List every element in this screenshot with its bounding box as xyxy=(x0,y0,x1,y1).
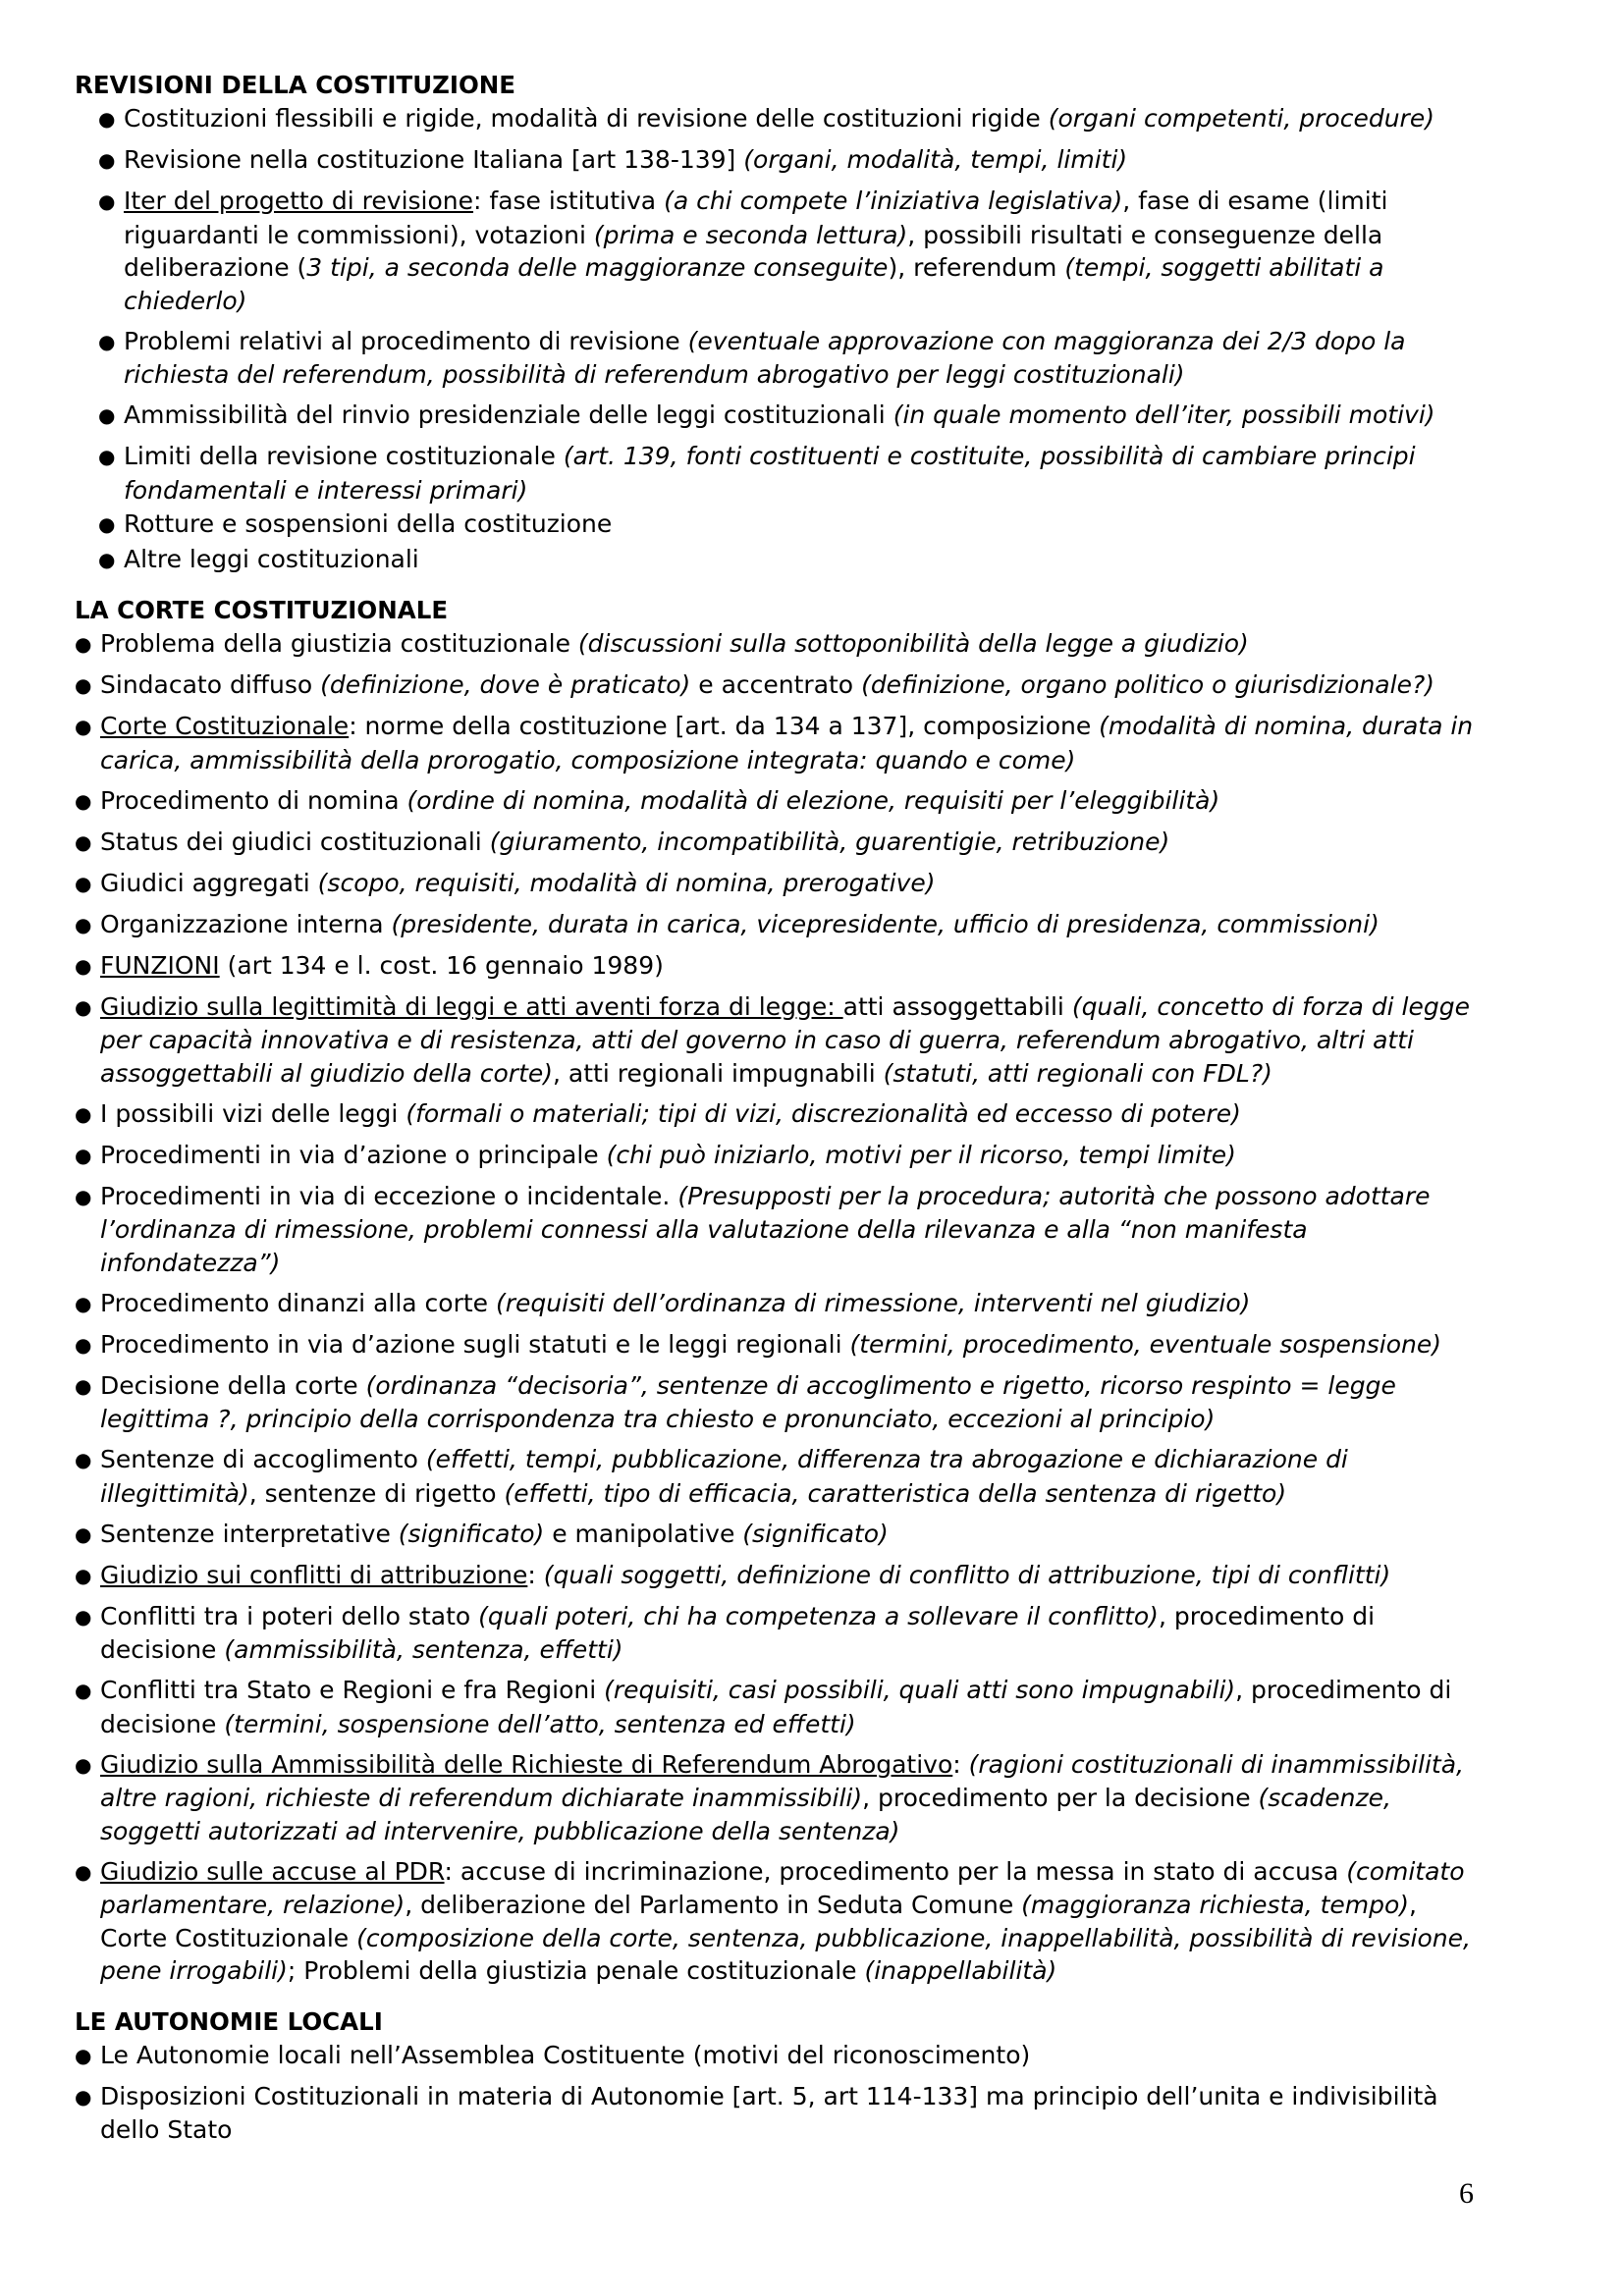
section-heading: LE AUTONOMIE LOCALI xyxy=(75,2006,383,2036)
bullet-icon: ● xyxy=(75,953,92,978)
detail-text: (termini, sospensione dell’atto, sentenza ed effetti) xyxy=(224,1709,856,1738)
detail-text: (prima e seconda lettura) xyxy=(593,220,908,249)
item-text: Problemi relativi al procedimento di revisione xyxy=(124,326,688,355)
bullet-icon: ● xyxy=(98,547,116,571)
list-item xyxy=(75,325,1488,392)
item-text: Ammissibilità del rinvio presidenziale delle leggi costituzionali xyxy=(124,400,893,429)
detail-text: (discussioni sulla sottoponibilità della legge a giudizio) xyxy=(577,629,1249,658)
detail-text: (comitato parlamentare, relazione) xyxy=(100,1856,1465,1919)
bullet-icon: ● xyxy=(75,2084,92,2109)
bullet-icon: ● xyxy=(75,715,92,738)
item-text: Revisione nella costituzione Italiana [art 138-139] xyxy=(124,145,744,174)
topic-heading-text: Giudizio sulla legittimità di leggi e atti aventi forza di legge: xyxy=(100,991,843,1021)
list-item xyxy=(75,1287,1488,1321)
list-item xyxy=(75,990,1488,1091)
detail-text: (presidente, durata in carica, vicepresidente, ufficio di presidenza, commissioni) xyxy=(391,909,1380,938)
detail-text: (giuramento, incompatibilità, guarentigie, retribuzione) xyxy=(489,827,1170,856)
detail-text: (organi, modalità, tempi, limiti) xyxy=(743,145,1128,174)
detail-text: (maggioranza richiesta, tempo) xyxy=(1021,1891,1410,1919)
bullet-icon: ● xyxy=(98,148,116,172)
detail-text: (tempi, soggetti abilitati a chiederlo) xyxy=(124,253,1384,315)
item-text: ), referendum xyxy=(888,253,1065,282)
detail-text: (ragioni costituzionali di inammissibilità, altre ragioni, richieste di referendum dichiarate inammissibili) xyxy=(100,1749,1464,1812)
item-text: Procedimento in via d’azione sugli statuti e le leggi regionali xyxy=(100,1329,850,1359)
list-item xyxy=(75,1097,1488,1132)
item-text: , fase di esame (limiti riguardanti le commissioni), votazioni xyxy=(124,187,1388,249)
list-item xyxy=(75,710,1488,776)
bullet-icon: ● xyxy=(75,1522,92,1546)
item-text: , sentenze di rigetto xyxy=(248,1478,505,1508)
list-item xyxy=(75,867,1488,901)
document-body xyxy=(75,69,1488,2147)
detail-text: (definizione, dove è praticato) xyxy=(320,670,691,699)
item-text: Decisione della corte xyxy=(100,1370,366,1400)
list-item xyxy=(75,784,1488,819)
bullet-icon: ● xyxy=(98,329,116,353)
bullet-icon: ● xyxy=(75,1101,92,1126)
topic-heading-text: Corte Costituzionale xyxy=(100,712,350,740)
bullet-icon: ● xyxy=(75,994,92,1019)
item-text: e accentrato xyxy=(690,670,862,699)
bullet-icon: ● xyxy=(75,1373,92,1398)
detail-text: (composizione della corte, sentenza, pubblicazione, inappellabilità, possibilità di revisione, pene irrogabili) xyxy=(100,1923,1471,1985)
detail-text: (organi competenti, procedure) xyxy=(1048,104,1434,133)
topic-heading-text: Giudizio sui conflitti di attribuzione xyxy=(100,1560,528,1589)
bullet-icon: ● xyxy=(98,512,116,536)
list-item xyxy=(75,1443,1488,1510)
detail-text: (art. 139, fonti costituenti e costituite, possibilità di cambiare principi fondamentali e interessi primari) xyxy=(124,442,1416,505)
item-text: Le Autonomie locali nell’Assemblea Costituente (motivi del riconoscimento) xyxy=(100,2040,1031,2069)
list-item xyxy=(75,399,1488,433)
detail-text: (eventuale approvazione con maggioranza dei 2/3 dopo la richiesta del referendum, possibilità di referendum abrogativo per leggi costituzionali) xyxy=(124,326,1406,389)
item-text: Rotture e sospensioni della costituzione xyxy=(124,509,613,538)
item-text: e manipolative xyxy=(544,1519,743,1548)
list-item xyxy=(75,826,1488,860)
detail-text: (quali poteri, chi ha competenza a sollevare il conflitto) xyxy=(478,1601,1159,1630)
item-text: , possibili risultati e conseguenze della deliberazione ( xyxy=(124,220,1383,282)
list-item xyxy=(75,908,1488,942)
item-text: : norme della costituzione [art. da 134 a 137], composizione xyxy=(349,712,1100,740)
bullet-icon: ● xyxy=(75,1291,92,1315)
item-text: Giudici aggregati xyxy=(100,868,318,897)
item-text: , procedimento per la decisione xyxy=(862,1784,1259,1812)
bullet-icon: ● xyxy=(98,107,116,131)
document-page xyxy=(75,69,1488,2147)
detail-text: (quali, concetto di forza di legge per capacità innovativa e di resistenza, atti del governo in caso di guerra, referendum abrogativo, altri atti assoggettabili al giudizio della corte) xyxy=(100,991,1470,1088)
bullet-icon: ● xyxy=(75,1563,92,1587)
detail-text: (a chi compete l’iniziativa legislativa) xyxy=(664,187,1123,215)
detail-text: (inappellabilità) xyxy=(864,1956,1057,1985)
bullet-list xyxy=(75,2039,1488,2147)
list-item xyxy=(75,668,1488,703)
detail-text: (significato) xyxy=(398,1519,545,1548)
item-text: Costituzioni flessibili e rigide, modalità di revisione delle costituzioni rigide xyxy=(124,104,1049,133)
item-text: , deliberazione del Parlamento in Seduta Comune xyxy=(405,1891,1022,1919)
detail-text: (scadenze, soggetti autorizzati ad intervenire, pubblicazione della sentenza) xyxy=(100,1784,1391,1845)
detail-text: (requisiti dell’ordinanza di rimessione, interventi nel giudizio) xyxy=(496,1288,1251,1317)
bullet-icon: ● xyxy=(75,1752,92,1777)
section-heading: REVISIONI DELLA COSTITUZIONE xyxy=(75,71,516,99)
bullet-icon: ● xyxy=(75,1184,92,1208)
topic-heading-text: Iter del progetto di revisione xyxy=(124,187,474,215)
detail-text: (effetti, tempi, pubblicazione, differenza tra abrogazione e dichiarazione di illegittimità) xyxy=(100,1445,1348,1508)
detail-text: (requisiti, casi possibili, quali atti sono impugnabili) xyxy=(604,1676,1236,1704)
bullet-icon: ● xyxy=(98,189,116,213)
bullet-icon: ● xyxy=(75,829,92,854)
item-text: Organizzazione interna xyxy=(100,909,392,938)
detail-text: 3 tipi, a seconda delle maggioranze conseguite xyxy=(306,253,889,282)
list-item xyxy=(75,440,1488,507)
item-text: , procedimento di decisione xyxy=(100,1601,1376,1664)
item-text: : xyxy=(527,1560,544,1589)
list-item xyxy=(75,1674,1488,1740)
bullet-icon: ● xyxy=(75,912,92,936)
bullet-icon: ● xyxy=(75,1679,92,1702)
bullet-icon: ● xyxy=(75,1448,92,1471)
section xyxy=(75,2005,1488,2147)
list-item xyxy=(75,1139,1488,1173)
bullet-icon: ● xyxy=(98,403,116,427)
item-text: Sindacato diffuso xyxy=(100,670,321,699)
item-text: Procedimento dinanzi alla corte xyxy=(100,1288,496,1317)
list-item xyxy=(75,949,1488,984)
list-item xyxy=(75,1559,1488,1593)
list-item xyxy=(75,1328,1488,1362)
item-text: Procedimento di nomina xyxy=(100,785,407,815)
topic-heading-text: Giudizio sulla Ammissibilità delle Richieste di Referendum Abrogativo xyxy=(100,1749,953,1779)
bullet-icon: ● xyxy=(75,1143,92,1167)
item-text: : xyxy=(952,1749,969,1779)
list-item xyxy=(75,1180,1488,1280)
item-text: Disposizioni Costituzionali in materia di Autonomie [art. 5, art 114-133] ma principio dell’unita e indivisibilità dello Stato xyxy=(100,2081,1438,2144)
item-text: Procedimenti in via d’azione o principale xyxy=(100,1140,607,1169)
bullet-icon: ● xyxy=(75,632,92,656)
list-item xyxy=(75,1600,1488,1667)
item-text: , procedimento di decisione xyxy=(100,1676,1452,1738)
item-text: Conflitti tra i poteri dello stato xyxy=(100,1601,479,1630)
list-item xyxy=(75,1518,1488,1552)
list-item xyxy=(75,143,1488,178)
bullet-icon: ● xyxy=(75,1859,92,1884)
detail-text: (termini, procedimento, eventuale sospensione) xyxy=(849,1329,1441,1359)
item-text: , atti regionali impugnabili xyxy=(553,1058,884,1088)
bullet-list xyxy=(75,102,1488,576)
item-text: : accuse di incriminazione, procedimento per la messa in stato di accusa xyxy=(444,1856,1347,1886)
list-item xyxy=(75,2080,1488,2147)
bullet-list xyxy=(75,627,1488,1988)
item-text: Status dei giudici costituzionali xyxy=(100,827,490,856)
bullet-icon: ● xyxy=(75,871,92,895)
topic-heading-text: Giudizio sulle accuse al PDR xyxy=(100,1856,445,1886)
detail-text: (ordine di nomina, modalità di elezione, requisiti per l’eleggibilità) xyxy=(406,785,1220,815)
list-item xyxy=(75,627,1488,662)
item-text: atti assoggettabili xyxy=(842,991,1072,1021)
item-text: Altre leggi costituzionali xyxy=(124,544,419,573)
item-text: Sentenze interpretative xyxy=(100,1519,399,1548)
item-text: , Corte Costituzionale xyxy=(100,1891,1417,1952)
detail-text: (quali soggetti, definizione di conflitto di attribuzione, tipi di conflitti) xyxy=(543,1560,1391,1589)
detail-text: (Presupposti per la procedura; autorità che possono adottare l’ordinanza di rimessione, problemi connessi alla valutazione della rilevanza e alla “non manifesta infondatezza”) xyxy=(100,1181,1431,1277)
item-text: I possibili vizi delle leggi xyxy=(100,1098,406,1128)
detail-text: (in quale momento dell’iter, possibili motivi) xyxy=(893,400,1435,429)
detail-text: (modalità di nomina, durata in carica, ammissibilità della prorogatio, composizione integrata: quando e come) xyxy=(100,712,1474,774)
detail-text: (scopo, requisiti, modalità di nomina, prerogative) xyxy=(317,868,936,897)
bullet-icon: ● xyxy=(75,673,92,697)
list-item xyxy=(75,543,1488,577)
bullet-icon: ● xyxy=(75,788,92,813)
detail-text: (ammissibilità, sentenza, effetti) xyxy=(224,1635,623,1664)
topic-heading-text: FUNZIONI xyxy=(100,950,220,980)
detail-text: (definizione, organo politico o giurisdizionale?) xyxy=(861,670,1434,699)
list-item xyxy=(75,507,1488,542)
item-text: Sentenze di accoglimento xyxy=(100,1445,426,1473)
section-heading: LA CORTE COSTITUZIONALE xyxy=(75,596,449,624)
detail-text: (significato) xyxy=(742,1519,889,1548)
section xyxy=(75,594,1488,1988)
list-item xyxy=(75,1855,1488,1988)
detail-text: (ordinanza “decisoria”, sentenze di accoglimento e rigetto, ricorso respinto = legge legittima ?, principio della corrispondenza tra chiesto e pronunciato, eccezioni al principio) xyxy=(100,1370,1396,1433)
list-item xyxy=(75,2039,1488,2073)
section xyxy=(75,69,1488,576)
item-text: Problema della giustizia costituzionale xyxy=(100,629,578,658)
list-item xyxy=(75,1369,1488,1436)
detail-text: (effetti, tipo di efficacia, caratteristica della sentenza di rigetto) xyxy=(504,1478,1287,1508)
detail-text: (chi può iniziarlo, motivi per il ricorso, tempi limite) xyxy=(606,1140,1236,1169)
item-text: Limiti della revisione costituzionale xyxy=(124,442,564,470)
bullet-icon: ● xyxy=(98,445,116,468)
bullet-icon: ● xyxy=(75,1604,92,1629)
detail-text: (formali o materiali; tipi di vizi, discrezionalità ed eccesso di potere) xyxy=(406,1098,1241,1128)
item-text: Procedimenti in via di eccezione o incidentale. xyxy=(100,1181,678,1210)
page-number: 6 xyxy=(1459,2177,1474,2210)
item-text: (art 134 e l. cost. 16 gennaio 1989) xyxy=(219,950,664,980)
item-text: : fase istitutiva xyxy=(473,187,665,215)
list-item xyxy=(75,1748,1488,1848)
bullet-icon: ● xyxy=(75,1332,92,1357)
detail-text: (statuti, atti regionali con FDL?) xyxy=(883,1058,1272,1088)
list-item xyxy=(75,102,1488,136)
list-item xyxy=(75,185,1488,317)
item-text: ; Problemi della giustizia penale costituzionale xyxy=(287,1956,865,1985)
bullet-icon: ● xyxy=(75,2043,92,2067)
item-text: Conflitti tra Stato e Regioni e fra Regioni xyxy=(100,1676,605,1704)
